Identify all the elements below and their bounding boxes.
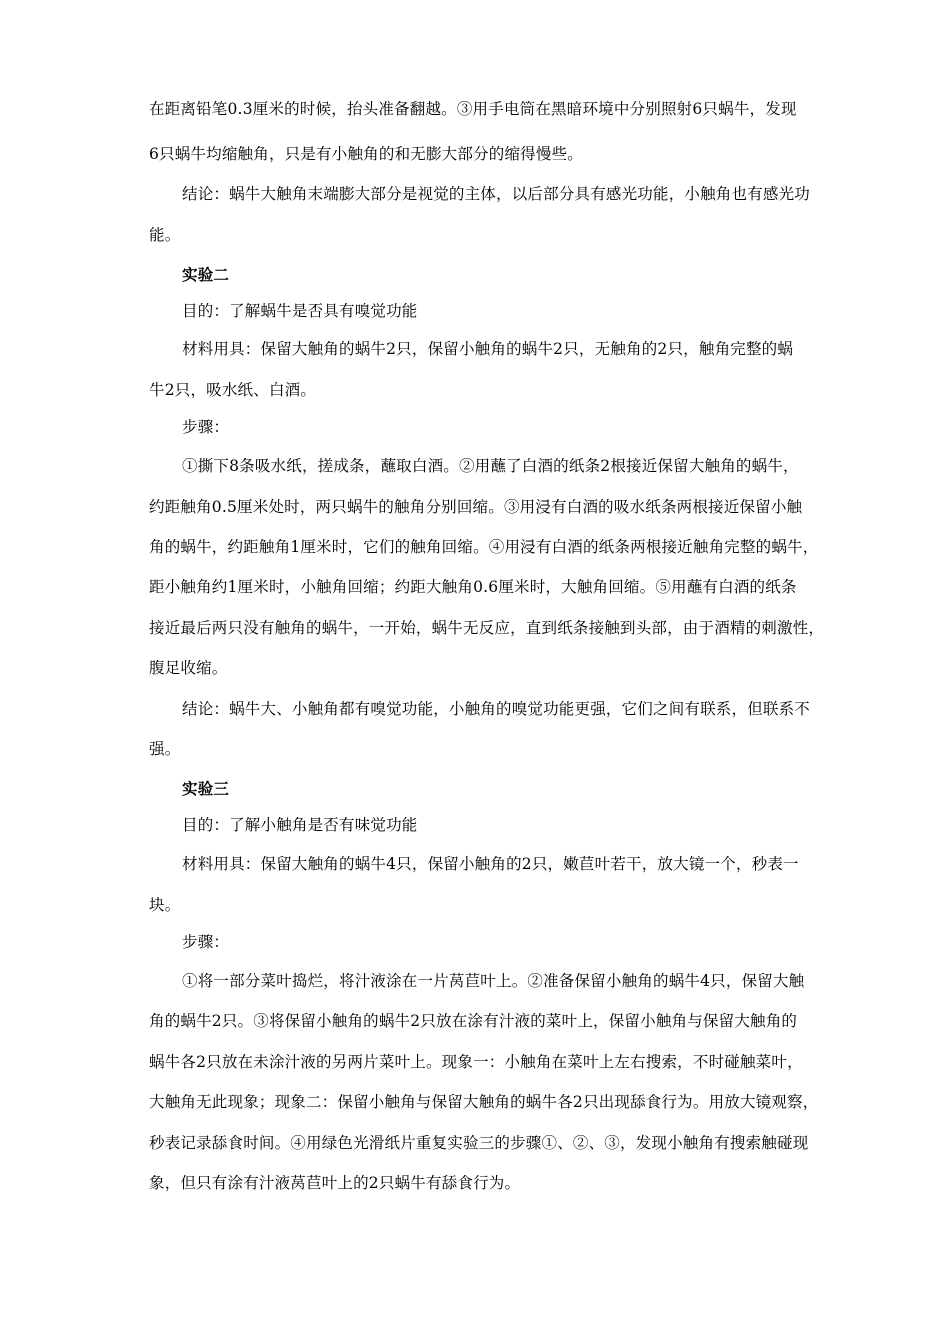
text-line: 腹足收缩。 — [149, 659, 228, 677]
text-line: 强。 — [149, 740, 181, 758]
text-line: 块。 — [149, 896, 181, 914]
section-heading-experiment-3: 实验三 — [182, 779, 230, 798]
text-line: 牛2只，吸水纸、白酒。 — [149, 381, 317, 399]
purpose-line: 目的：了解小触角是否有味觉功能 — [182, 816, 418, 834]
text-line: 秒表记录舔食时间。④用绿色光滑纸片重复实验三的步骤①、②、③，发现小触角有搜索触碰现 — [149, 1134, 809, 1152]
section-heading-experiment-2: 实验二 — [182, 265, 230, 284]
materials-paragraph: 材料用具：保留大触角的蜗牛2只，保留小触角的蜗牛2只，无触角的2只，触角完整的蜗 — [182, 340, 794, 358]
materials-paragraph: 材料用具：保留大触角的蜗牛4只，保留小触角的2只，嫩苣叶若干，放大镜一个，秒表一 — [182, 855, 799, 873]
conclusion-paragraph: 结论：蜗牛大、小触角都有嗅觉功能，小触角的嗅觉功能更强，它们之间有联系，但联系不 — [182, 700, 811, 718]
text-line: 蜗牛各2只放在未涂汁液的另两片菜叶上。现象一：小触角在菜叶上左右搜索，不时碰触菜叶， — [149, 1053, 803, 1071]
text-line: 距小触角约1厘米时，小触角回缩；约距大触角0.6厘米时，大触角回缩。⑤用蘸有白酒的纸条 — [149, 578, 797, 596]
text-line: 能。 — [149, 226, 181, 244]
text-line: 大触角无此现象；现象二：保留小触角与保留大触角的蜗牛各2只出现舔食行为。用放大镜观察， — [149, 1093, 819, 1111]
text-line: 约距触角0.5厘米处时，两只蜗牛的触角分别回缩。③用浸有白酒的吸水纸条两根接近保留小触 — [149, 498, 803, 516]
steps-paragraph: ①将一部分菜叶捣烂，将汁液涂在一片莴苣叶上。②准备保留小触角的蜗牛4只，保留大触 — [182, 972, 805, 990]
text-line: 象，但只有涂有汁液莴苣叶上的2只蜗牛有舔食行为。 — [149, 1174, 521, 1192]
steps-label: 步骤： — [182, 933, 230, 951]
text-line: 角的蜗牛2只。③将保留小触角的蜗牛2只放在涂有汁液的菜叶上，保留小触角与保留大触角的 — [149, 1012, 798, 1030]
steps-label: 步骤： — [182, 418, 230, 436]
conclusion-paragraph: 结论：蜗牛大触角末端膨大部分是视觉的主体，以后部分具有感光功能，小触角也有感光功 — [182, 185, 811, 203]
steps-paragraph: ①撕下8条吸水纸，搓成条，蘸取白酒。②用蘸了白酒的纸条2根接近保留大触角的蜗牛， — [182, 457, 799, 475]
text-line: 接近最后两只没有触角的蜗牛，一开始，蜗牛无反应，直到纸条接触到头部，由于酒精的刺激性， — [149, 619, 825, 637]
text-line: 在距离铅笔0.3厘米的时候，抬头准备翻越。③用手电筒在黑暗环境中分别照射6只蜗牛，发现 — [149, 100, 797, 118]
text-line: 角的蜗牛，约距触角1厘米时，它们的触角回缩。④用浸有白酒的纸条两根接近触角完整的蜗牛， — [149, 538, 819, 556]
purpose-line: 目的：了解蜗牛是否具有嗅觉功能 — [182, 302, 418, 320]
text-line: 6只蜗牛均缩触角，只是有小触角的和无膨大部分的缩得慢些。 — [149, 145, 583, 163]
